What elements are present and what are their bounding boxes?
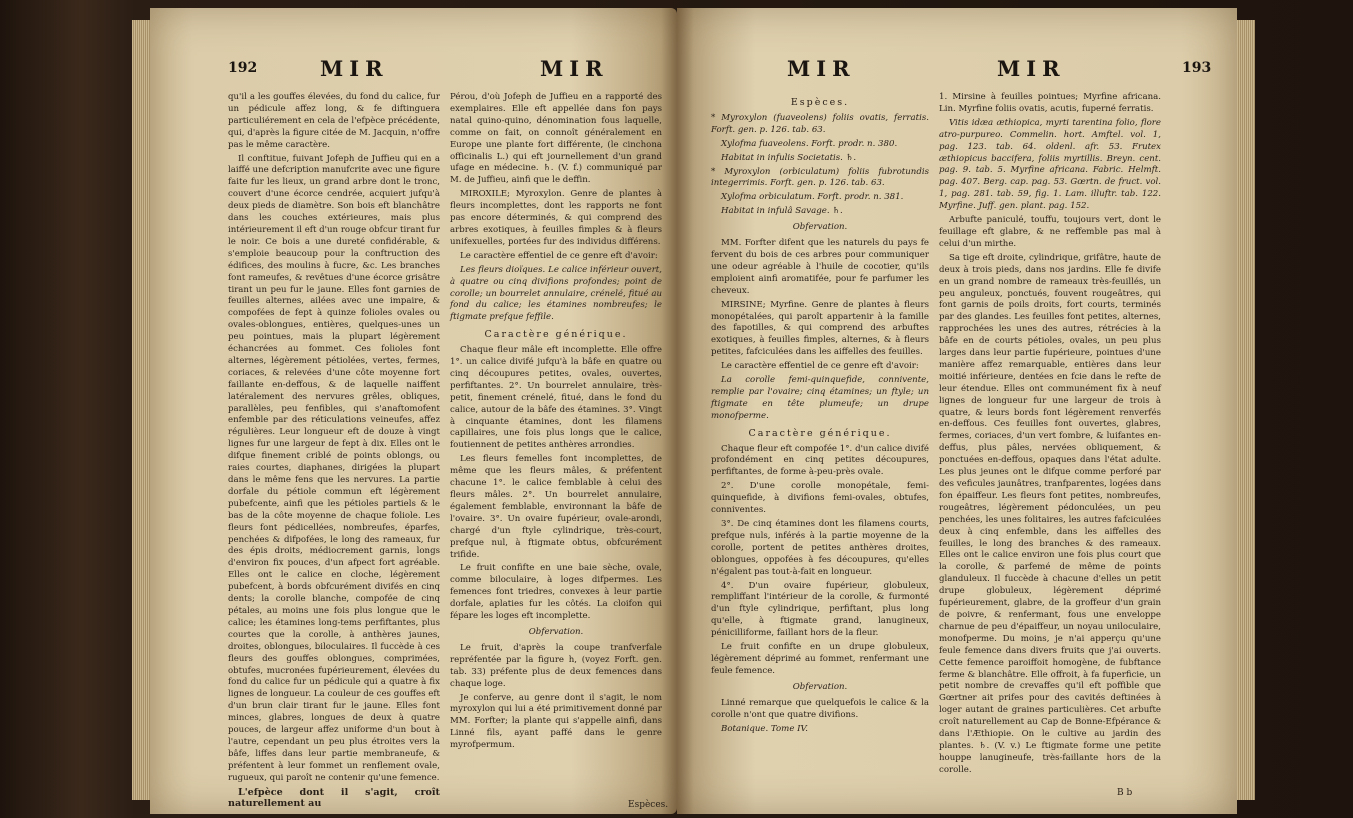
right-column-1	[711, 92, 929, 802]
paragraph: 3°. De cinq étamines dont les filamens courts, prefque nuls, inférés à la partie moyenne de la corolle, portent de petites anthères droites, oblongues, oppofées à fes découpures, qu'elles n'égalent pas tout-à-fait en longueur.	[711, 519, 929, 577]
section-heading: Caractère générique.	[748, 427, 892, 439]
left-header-col1: MIR	[320, 56, 389, 81]
paragraph: Il conftitue, fuivant Jofeph de Juffieu qui en a laiffé une defcription manufcrite avec une figure faite fur les lieux, un grand arbre dont le tronc, couvert d'une écorce cendrée, acquiert jufqu'à deux pieds de diamètre. Son bois eft blanchâtre dans les couches extérieures, mais plus intérieurement il eft d'un rouge obfcur tirant fur le noir. Ce bois a une dureté confidérable, & s'emploie beaucoup pour la conftruction des édifices, des moulins à fucre, &c. Les branches font rameufes, & revêtues d'une écorce grisâtre tirant un peu fur le jaune. Elles font garnies de feuilles alternes, ailées avec une impaire, & compofées de fept à quinze folioles ovales ou ovales-oblongues, entières, quelques-unes un peu pointues, mais la plupart légèrement échancrées au fommet. Ces folioles font alternes, légèrement pétiolées, vertes, fermes, coriaces, & relevées d'une côte moyenne fort faillante en-deffous, & de laquelle naiffent latéralement des nervures grêles, obliques, parallèles, peu fenfibles, qui s'anaftomofent enfemble par des réticulations veineufes, affez régulières. Leur longueur eft de douze à vingt lignes fur une largeur de fept à dix. Elles ont le difque finement criblé de points oblongs, ou raies courtes, diaphanes, dirigées la plupart dans le même fens que les nervures. La partie dorfale du pétiole commun eft légèrement pubefcente, ainfi que les pétioles partiels & le bas de la côte moyenne de chaque foliole. Les fleurs font pédicellées, nombreufes, éparfes, penchées & difpofées, le long des rameaux, fur des épis droits, médiocrement garnis, longs d'environ fix pouces, d'un afpect fort agréable. Elles ont le calice en cloche, légèrement pubefcent, à bords obfcurément divifés en cinq dents; la corolle blanche, compofée de cinq pétales, au moins une fois plus longue que le calice; les étamines long-tems perfiftantes, plus courtes que la corolle, à anthères jaunes, droites, oblongues, biloculaires. Il fuccède à ces fleurs des gouffes oblongues, comprimées, obtufes, mucronées fupérieurement, élevées du fond du calice fur un pédicule qui a quatre à fix lignes de longueur. La couleur de ces gouffes eft d'un brun clair tirant fur le jaune. Elles font minces, glabres, longues de deux à quatre pouces, de largeur affez uniforme d'un bout à l'autre, cependant un peu plus étroites vers la bâfe, liffes dans leur partie membraneufe, & préfentent à leur fommet un renflement ovale, rugueux, qui paroît ne contenir qu'une femence.	[228, 153, 440, 783]
essential-character: Les fleurs dioïques. Le calice inférieur ouvert, à quatre ou cinq divifions profondes; point de corolle; un bourrelet annulaire, crénelé, fitué au fond du calice; les étamines nombreufes; le ftigmate prefque feffile.	[450, 264, 662, 323]
paragraph: 4°. D'un ovaire fupérieur, globuleux, rempliffant l'intérieur de la corolle, & furmonté d'un ftyle cylindrique, perfiftant, plus long qu'elle, à ftigmate grand, lanugineux, pénicilliforme, faillant hors de la fleur.	[711, 580, 929, 639]
paragraph: Les fleurs femelles font incomplettes, de même que les fleurs mâles, & préfentent chacune 1°. le calice femblable à celui des fleurs mâles. 2°. Un bourrelet annulaire, également femblable, environnant la bâfe de l'ovaire. 3°. Un ovaire fupérieur, ovale-arondi, chargé d'un ftyle cylindrique, très-court, prefque nul, à ftigmate obtus, obfcurément trifide.	[450, 454, 662, 560]
genus-entry-mirsine: MIRSINE; Myrfine. Genre de plantes à fleurs monopétalées, qui paroît appartenir à la famille des fapotilles, & qui comprend des arbuftes exotiques, à feuilles fimples, alternes, & à fleurs petites, fafciculées dans les aiffelles des feuilles.	[711, 299, 929, 358]
left-page	[150, 8, 677, 814]
species-synonym: Xylofma orbiculatum. Forft. prodr. n. 381.	[721, 192, 904, 203]
essential-character: La corolle femi-quinquefide, connivente, remplie par l'ovaire; cinq étamines; un ftyle; un ftigmate en tête plumeufe; un drupe monofperme.	[711, 375, 929, 421]
observation-heading: Obfervation.	[792, 681, 848, 692]
paragraph: Le fruit confifte en un drupe globuleux, légèrement déprimé au fommet, renfermant une feule femence.	[711, 642, 929, 676]
left-column-1	[228, 92, 440, 810]
paragraph: Sa tige eft droite, cylindrique, grifâtre, haute de deux à trois pieds, dans nos jardins. Elle fe divife en un grand nombre de rameaux très-feuillés, un peu anguleux, ponctués, fouvent rougeâtres, qui font garnis de poils droits, fort courts, terminés par des glandes. Les feuilles font petites, alternes, rapprochées les unes des autres, rétrécies à la bâfe en de courts pétioles, ovales, un peu plus larges dans leur partie fupérieure, pointues d'une manière affez remarquable, entières dans leur moitié inférieure, dentées en fcie dans le refte de leur étendue. Elles ont communément fix à neuf lignes de longueur fur une largeur de trois à quatre, & leurs bords font légèrement renverfés en-deffous. Ces feuilles font ouvertes, glabres, fermes, coriaces, d'un vert fombre, & luifantes en-deffus, plus pâles, nervées obliquement, & ponctuées en-deffous, opaques dans l'état adulte. Les plus jeunes ont le difque comme perforé par des veficules jaunâtres, tranfparentes, logées dans fon épaiffeur. Les fleurs font petites, nombreufes, rougeâtres, légèrement pédonculées, un peu penchées, les unes folitaires, les autres fafciculées deux à cinq enfemble, dans les aiffelles des feuilles, le long des branches & des rameaux. Elles ont le calice environ une fois plus court que la corolle, & parfemé de même de points glanduleux. Il fuccède à chacune d'elles un petit drupe globuleux, légèrement déprimé fupérieurement, glabre, de la groffeur d'un grain de poivre, & renfermant, fous une enveloppe charnue de peu d'épaiffeur, un noyau uniloculaire, monofperme. Du moins, je n'ai apperçu qu'une feule femence dans divers fruits que j'ai ouverts. Cette femence paroiffoit homogène, de fubftance ferme & blanchâtre. Elle offroit, à fa fuperficie, un petit nombre de crevaffes qu'il eft poffible que Gœrtner ait prifes pour des cavités deftinées à loger autant de graines particulières. Cet arbufte croît naturellement au Cap de Bonne-Efpérance & dans l'Æthiopie. On le cultive au jardin des plantes. ♄. (V. v.) Le ftigmate forme une petite houppe lanugineufe, très-faillante hors de la corolle.	[939, 252, 1161, 775]
left-page-edges	[132, 20, 150, 800]
page-number-right: 193	[1182, 60, 1212, 76]
species-entry: * Myroxylon (fuaveolens) foliis ovatis, ferratis. Forft. gen. p. 126. tab. 63.	[711, 112, 929, 135]
left-column-2	[450, 92, 662, 802]
genus-entry-miroxile: MIROXILE; Myroxylon. Genre de plantes à fleurs incomplettes, dont les rapports ne font pas encore déterminés, & qui comprend des arbres exotiques, à feuilles fimples & à fleurs unifexuelles, portées fur des individus différens.	[450, 189, 662, 247]
species-entry: 1. Mirsine à feuilles pointues; Myrfine africana. Lin. Myrfine foliis ovatis, acutis, fuperné ferratis.	[939, 92, 1161, 114]
observation-heading: Obfervation.	[792, 222, 848, 233]
right-page	[677, 8, 1237, 814]
species-references: Vitis idæa æthiopica, myrti tarentina folio, flore atro-purpureo. Commelin. hort. Amftel. vol. 1, pag. 123. tab. 64. oldenl. afr. 53. Frutex æthiopicus baccifera, foliis myrtillis. Breyn. cent. pag. 9. tab. 5. Myrfine africana. Fabric. Helmft. pag. 407. Berg. cap. pag. 53. Gœrtn. de fruct. vol. 1, pag. 281. tab. 59, fig. 1. Lam. illuftr. tab. 122. Myrfine. Juff. gen. plant. pag. 152.	[939, 117, 1161, 212]
page-number-left: 192	[228, 60, 258, 76]
paragraph: MM. Forfter difent que les naturels du pays fe fervent du bois de ces arbres pour communiquer une odeur agréable à l'huile de cocotier, qu'ils emploient ainfi aromatifée, pour fe parfumer les cheveux.	[711, 238, 929, 296]
section-heading: Caractère générique.	[484, 329, 628, 341]
right-column-2	[939, 92, 1161, 782]
paragraph: Je conferve, au genre dont il s'agit, le nom myroxylon qui lui a été primitivement donné par MM. Forfter; la plante qui s'appelle ainfi, dans Linné fils, ayant paffé dans le genre myrofpermum.	[450, 692, 662, 751]
right-header-col1: MIR	[787, 56, 856, 81]
observation-heading: Obfervation.	[528, 626, 584, 637]
paragraph: Chaque fleur eft compofée 1°. d'un calice divifé profondément en cinq petites découpures, perfiftantes, de forme à-peu-près ovale.	[711, 443, 929, 478]
right-page-edges	[1237, 20, 1255, 800]
paragraph: Arbufte paniculé, touffu, toujours vert, dont le feuillage eft glabre, & ne reffemble pas mal à celui d'un mirthe.	[939, 215, 1161, 249]
section-heading: Espèces.	[790, 97, 850, 108]
signature-mark: B b	[1117, 788, 1133, 798]
catchword: Espèces.	[628, 800, 669, 810]
paragraph: Pérou, d'où Jofeph de Juffieu en a rapporté des exemplaires. Elle eft appellée dans fon pays natal quino-quino, dénomination fous laquelle, comme on fait, on connoît généralement en Europe une plante fort différente, (le cinchona officinalis L.) qui eft journellement d'un grand ufage en médecine. ♄. (V. f.) communiqué par M. de Juffieu, ainfi que le deffin.	[450, 92, 662, 186]
species-synonym: Xylofma fuaveolens. Forft. prodr. n. 380.	[721, 138, 898, 149]
volume-footer: Botanique. Tome IV.	[721, 723, 808, 734]
paragraph: Linné remarque que quelquefois le calice & la corolle n'ont que quatre divifions.	[711, 697, 929, 720]
species-entry: * Myroxylon (orbiculatum) foliis fubrotundis integerrimis. Forft. gen. p. 126. tab. 63.	[711, 166, 929, 189]
paragraph: 2°. D'une corolle monopétale, femi-quinquefide, à divifions femi-ovales, obtufes, conniventes.	[711, 481, 929, 516]
paragraph: Le caractère effentiel de ce genre eft d'avoir:	[721, 361, 919, 372]
paragraph: Le caractère effentiel de ce genre eft d'avoir:	[460, 250, 658, 261]
right-header-col2: MIR	[997, 56, 1066, 81]
paragraph: Le fruit, d'après la coupe tranfverfale repréfentée par la figure h, (voyez Forft. gen. tab. 33) préfente plus de deux femences dans chaque loge.	[450, 642, 662, 689]
paragraph: Chaque fleur mâle eft incomplette. Elle offre 1°. un calice divifé jufqu'à la bâfe en quatre ou cinq découpures petites, ovales, ouvertes, perfiftantes. 2°. Un bourrelet annulaire, très-petit, finement crénelé, fitué, dans le fond du calice, autour de la bâfe des étamines. 3°. Vingt à cinquante étamines, dont les filamens capillaires, une fois plus longs que le calice, foutiennent de petites anthères arrondies.	[450, 345, 662, 451]
paragraph: L'efpèce dont il s'agit, croît naturellement au	[228, 786, 440, 810]
species-habitat: Habitat in infulâ Savage. ♄.	[721, 206, 843, 217]
left-header-col2: MIR	[540, 56, 609, 81]
species-habitat: Habitat in infulis Societatis. ♄.	[721, 152, 857, 163]
paragraph: Le fruit confifte en une baie sèche, ovale, comme biloculaire, à loges difpermes. Les femences font triedres, convexes à leur partie dorfale, aplaties fur les côtés. La cloifon qui fépare les loges eft incomplette.	[450, 563, 662, 622]
paragraph: qu'il a les gouffes élevées, du fond du calice, fur un pédicule affez long, & fe diftinguera particuliérement en cela de l'efpèce précédente, qui, d'après la figure citée de M. Jacquin, n'offre pas le même caractère.	[228, 92, 440, 150]
